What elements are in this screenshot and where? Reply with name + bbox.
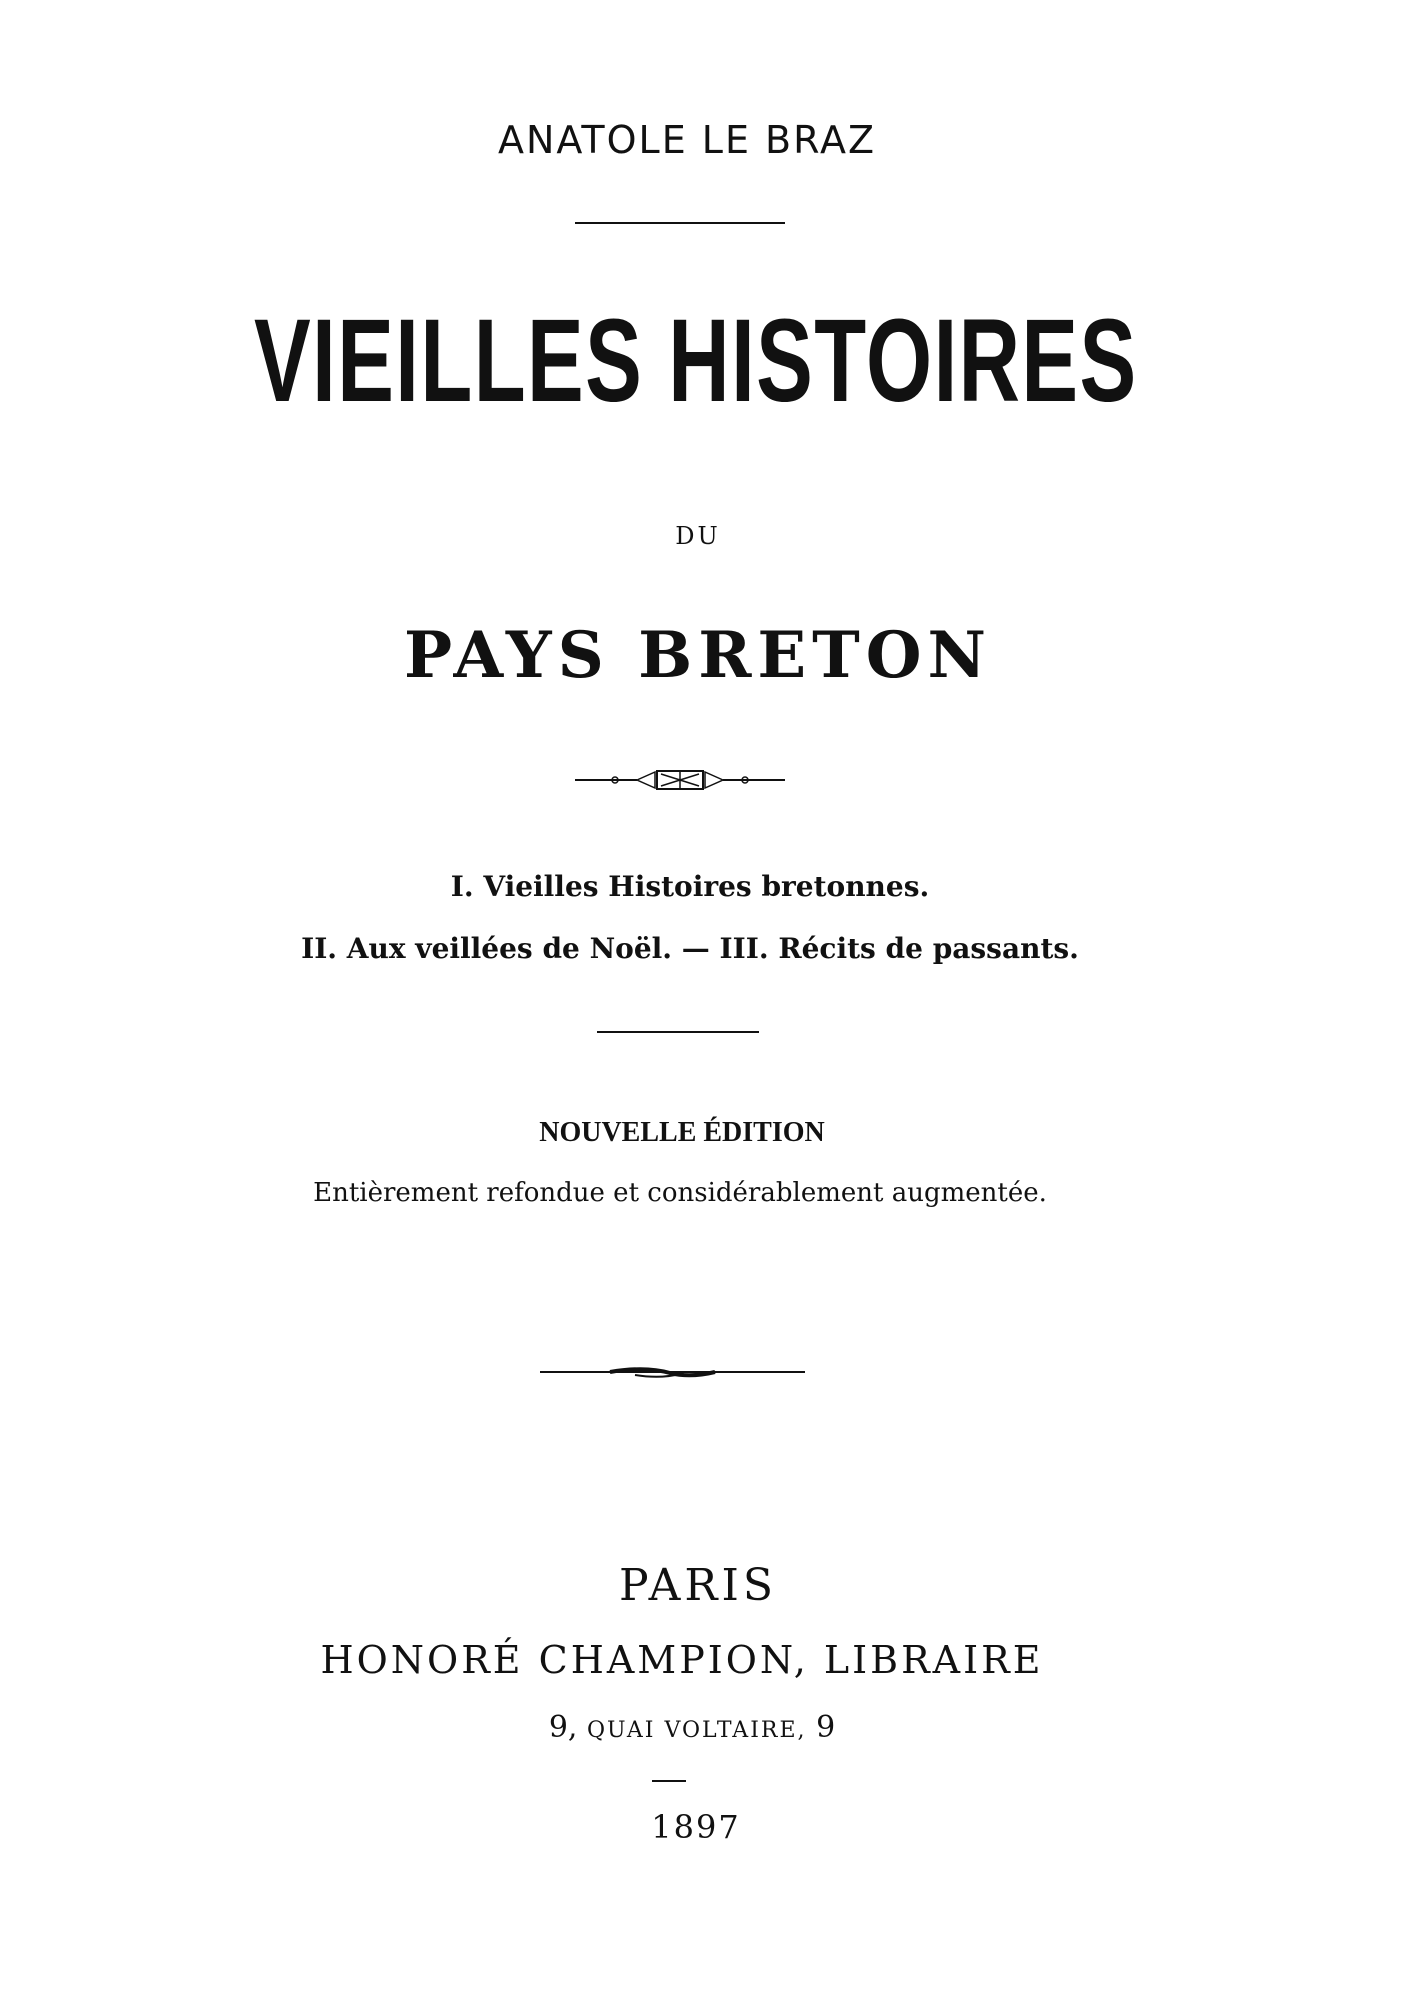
address-number: 9,: [548, 1710, 578, 1745]
address-number: 9: [816, 1710, 836, 1745]
divider-rule: [652, 1780, 686, 1782]
edition-label: NOUVELLE ÉDITION: [539, 1117, 825, 1148]
divider-rule: [597, 1031, 759, 1033]
imprint-place: PARIS: [619, 1560, 777, 1611]
publication-year: 1897: [651, 1808, 741, 1846]
edition-description: Entièrement refondue et considérablement augmentée.: [313, 1178, 1047, 1208]
divider-rule: [575, 222, 785, 224]
contents-line-2: II. Aux veillées de Noël. — III. Récits de passants.: [301, 932, 1079, 965]
title-connector: DU: [675, 522, 721, 550]
author-name: ANATOLE LE BRAZ: [497, 118, 877, 162]
address-street: QUAI VOLTAIRE,: [587, 1718, 807, 1743]
book-subtitle: PAYS BRETON: [403, 618, 993, 693]
ornament-swash-icon: [540, 1362, 805, 1382]
book-title: VIEILLES HISTOIRES: [254, 295, 1138, 427]
imprint-publisher: HONORÉ CHAMPION, LIBRAIRE: [320, 1638, 1044, 1682]
ornament-fleuron-icon: [575, 768, 785, 792]
imprint-address: [0, 1710, 1394, 1745]
contents-line-1: I. Vieilles Histoires bretonnes.: [450, 870, 930, 903]
